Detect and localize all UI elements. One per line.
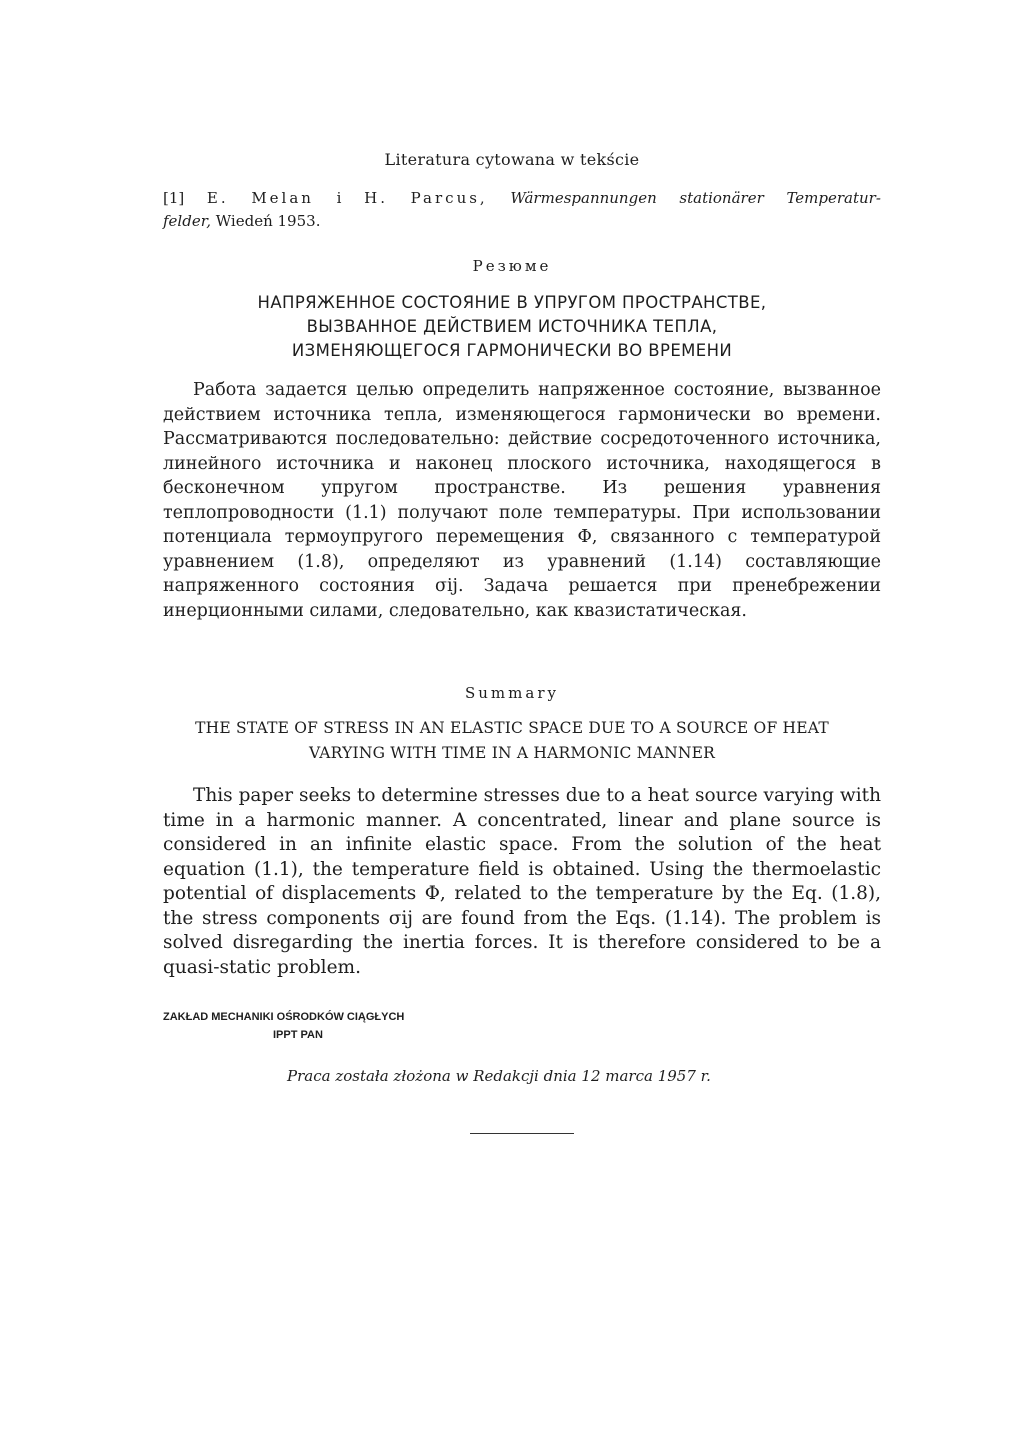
reference-title-word-2: stationärer bbox=[679, 189, 764, 207]
end-rule-divider bbox=[470, 1133, 574, 1134]
english-article-title bbox=[0, 716, 1024, 766]
english-abstract bbox=[163, 784, 881, 980]
reference-title-word-1: Wärmespannungen bbox=[510, 189, 657, 207]
received-date-note: Praca została złożona w Redakcji dnia 12 marca 1957 r. bbox=[287, 1067, 711, 1085]
institution-line-2: IPPT PAN bbox=[273, 1029, 323, 1041]
institution-line-1: ZAKŁAD MECHANIKI OŚRODKÓW CIĄGŁYCH bbox=[163, 1011, 405, 1023]
reference-number: [1] bbox=[163, 189, 185, 207]
english-section-title: Summary bbox=[465, 684, 559, 702]
reference-author-initial-2: H. bbox=[364, 189, 388, 207]
russian-abstract-text: Работа задается целью определить напряженное состояние, вызванное действием источника тепла, изменяющегося гармонически во времени. Рассматриваются последовательно: действие сосредоточенного источника, линейного источника и наконец плоского источника, находящегося в бесконечном упругом пространстве. Из решения уравнения теплопроводности (1.1) получают поле температуры. При использовании потенциала термоупругого перемещения Φ, связанного с температурой уравнением (1.8), определяют из уравнений (1.14) составляющие напряженного состояния σij. Задача решается при пренебрежении инерционными силами, следовательно, как квазистатическая. bbox=[163, 380, 881, 621]
reference-author-name-1: Melan bbox=[251, 189, 314, 207]
reference-line-1 bbox=[163, 187, 881, 210]
reference-author-conjunction: i bbox=[336, 189, 342, 207]
russian-abstract bbox=[163, 378, 881, 623]
reference-place-year: Wiedeń 1953. bbox=[215, 212, 321, 230]
reference-title-word-3: Temperatur- bbox=[786, 189, 881, 207]
russian-title-line-2: ВЫЗВАННОЕ ДЕЙСТВИЕМ ИСТОЧНИКА ТЕПЛА, bbox=[306, 317, 718, 336]
reference-line-2 bbox=[163, 210, 881, 233]
russian-section-title: Резюме bbox=[472, 257, 552, 275]
references-heading: Literatura cytowana w tekście bbox=[384, 150, 640, 169]
english-title-line-2: VARYING WITH TIME IN A HARMONIC MANNER bbox=[308, 744, 716, 762]
russian-title-line-1: НАПРЯЖЕННОЕ СОСТОЯНИЕ В УПРУГОМ ПРОСТРАНСТВЕ, bbox=[257, 293, 767, 312]
russian-article-title bbox=[0, 291, 1024, 363]
english-abstract-text: This paper seeks to determine stresses due to a heat source varying with time in a harmonic manner. A concentrated, linear and plane source is considered in an infinite elastic space. From the solution of the heat equation (1.1), the temperature field is obtained. Using the thermoelastic potential of displacements Φ, related to the temperature by the Eq. (1.8), the stress components σij are found from the Eqs. (1.14). The problem is solved disregarding the inertia forces. It is therefore considered to be a quasi-static problem. bbox=[163, 785, 881, 978]
russian-title-line-3: ИЗМЕНЯЮЩЕГОСЯ ГАРМОНИЧЕСКИ ВО ВРЕМЕНИ bbox=[291, 341, 733, 360]
reference-author-initial-1: E. bbox=[206, 189, 229, 207]
institution-affiliation bbox=[163, 1008, 483, 1044]
reference-title-end: felder, bbox=[163, 212, 211, 230]
reference-author-name-2: Parcus, bbox=[410, 189, 488, 207]
english-title-line-1: THE STATE OF STRESS IN AN ELASTIC SPACE DUE TO A SOURCE OF HEAT bbox=[195, 719, 829, 737]
reference-item bbox=[163, 187, 881, 233]
